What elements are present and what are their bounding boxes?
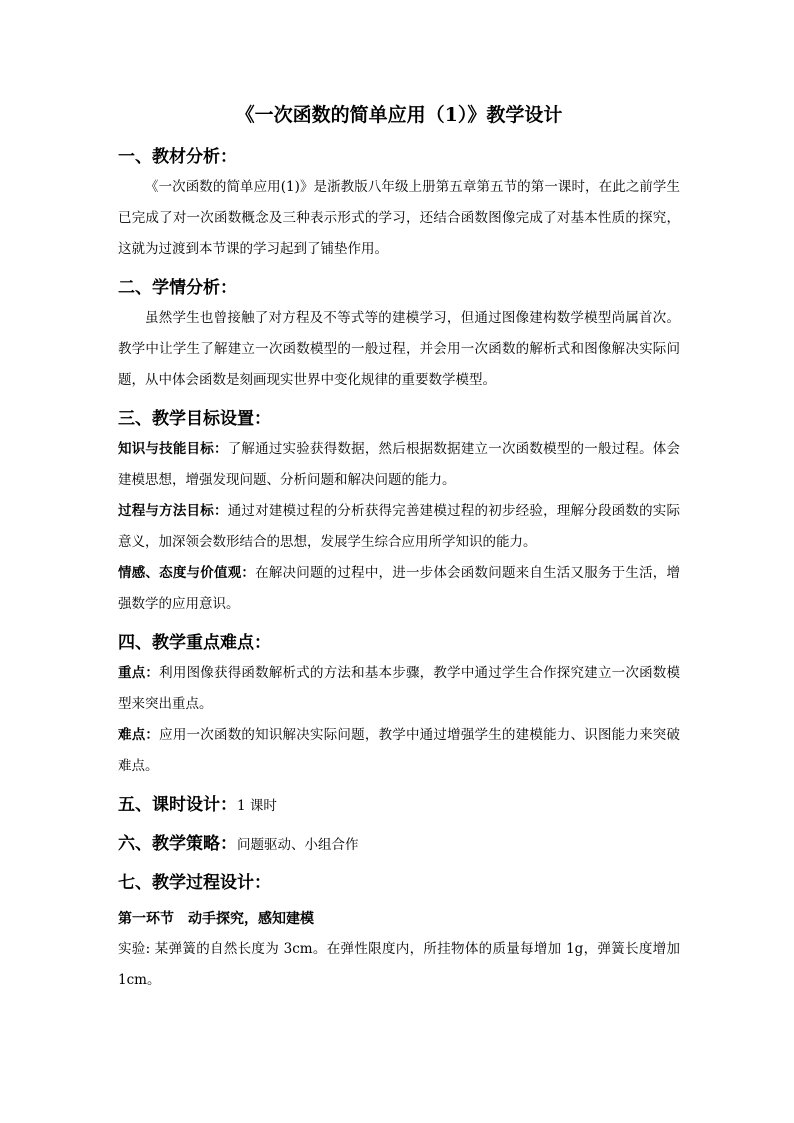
section-heading-key-difficult: 四、教学重点难点： <box>118 633 271 653</box>
section-heading-lesson-design <box>118 790 680 821</box>
goal-emotion-attitude <box>118 558 680 620</box>
section-heading-textbook-analysis: 一、教材分析： <box>118 147 237 167</box>
step-one-title: 第一环节 动手探究，感知建模 <box>118 911 314 927</box>
difficult-point-paragraph <box>118 720 680 782</box>
section-heading-process-design: 七、教学过程设计： <box>118 873 271 893</box>
goal-text: 了解通过实验获得数据，然后根据数据建立一次函数模型的一般过程。体会建模思想，增强发现问题、分析问题和解决问题的能力。 <box>118 441 681 488</box>
document-page <box>118 100 680 996</box>
student-analysis-paragraph: 虽然学生也曾接触了对方程及不等式等的建模学习，但通过图像建构数学模型尚属首次。教学中让学生了解建立一次函数模型的一般过程，并会用一次函数的解析式和图像解决实际问题，从中体会函数是刻画现实世界中变化规律的重要数学模型。 <box>118 310 680 388</box>
document-title: 《一次函数的简单应用（1）》教学设计 <box>235 104 563 126</box>
goal-label: 知识与技能目标： <box>118 441 228 457</box>
difficult-point-label: 难点： <box>118 727 160 743</box>
key-point-paragraph <box>118 658 680 720</box>
section-heading-teaching-goals: 三、教学目标设置： <box>118 409 271 429</box>
strategy-value: 问题驱动、小组合作 <box>237 837 359 853</box>
goal-text: 通过对建模过程的分析获得完善建模过程的初步经验，理解分段函数的实际意义，加深领会数形结合的思想，发展学生综合应用所学知识的能力。 <box>118 503 681 550</box>
goal-label: 情感、态度与价值观： <box>118 565 256 581</box>
lesson-design-label: 五、课时设计： <box>118 795 237 815</box>
section-heading-student-analysis: 二、学情分析： <box>118 278 237 298</box>
goal-process-method <box>118 496 680 558</box>
strategy-label: 六、教学策略： <box>118 834 237 854</box>
textbook-analysis-paragraph: 《一次函数的简单应用(1)》是浙教版八年级上册第五章第五节的第一课时，在此之前学生已完成了对一次函数概念及三种表示形式的学习，还结合函数图像完成了对基本性质的探究，这就为过渡到本节课的学习起到了铺垫作用。 <box>118 179 680 257</box>
key-point-text: 利用图像获得函数解析式的方法和基本步骤，教学中通过学生合作探究建立一次函数模型来突出重点。 <box>118 665 681 712</box>
experiment-paragraph: 实验: 某弹簧的自然长度为 3cm。在弹性限度内，所挂物体的质量每增加 1g，弹簧长度增加 1cm。 <box>118 941 680 988</box>
goal-label: 过程与方法目标： <box>118 503 228 519</box>
section-heading-strategy <box>118 829 680 860</box>
difficult-point-text: 应用一次函数的知识解决实际问题，教学中通过增强学生的建模能力、识图能力来突破难点。 <box>118 727 681 774</box>
lesson-design-value: 1 课时 <box>237 798 277 814</box>
goal-text: 在解决问题的过程中，进一步体会函数问题来自生活又服务于生活，增强数学的应用意识。 <box>118 565 680 612</box>
key-point-label: 重点： <box>118 665 160 681</box>
goal-knowledge-skills <box>118 434 680 496</box>
